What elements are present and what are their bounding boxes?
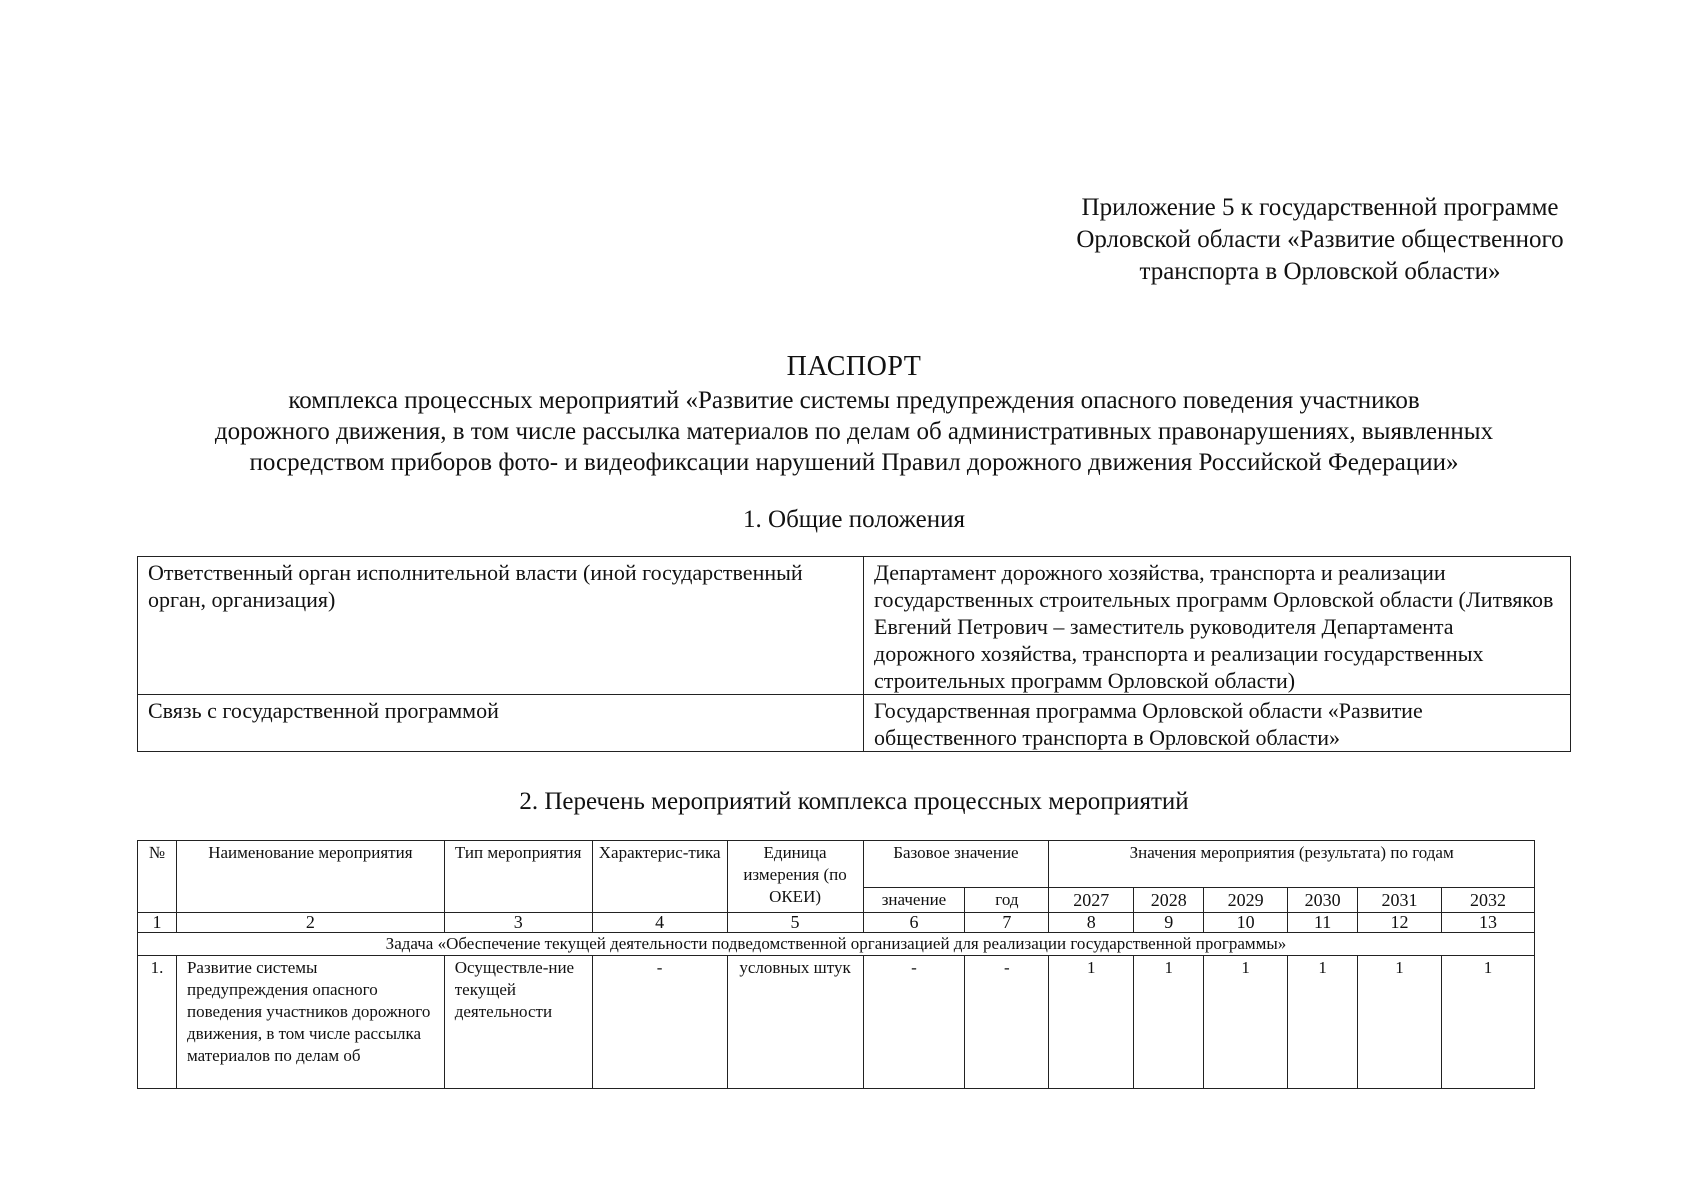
header-row [138, 841, 1535, 888]
column-number: 3 [444, 913, 592, 933]
row-name: Развитие системы предупреждения опасного поведения участников дорожного движения, в том числе рассылка материалов по делам об [176, 956, 444, 1089]
responsible-label: Ответственный орган исполнительной власти (иной государственный орган, организация) [138, 557, 864, 695]
row-num: 1. [138, 956, 177, 1089]
table-row [138, 557, 1571, 695]
col-values-header: Значения мероприятия (результата) по годам [1049, 841, 1535, 888]
column-number: 13 [1442, 913, 1535, 933]
row-type: Осуществле-ние текущей деятельности [444, 956, 592, 1089]
col-unit-header: Единица измерения (по ОКЕИ) [727, 841, 863, 913]
subtitle-line: дорожного движения, в том числе рассылка материалов по делам об административных правонарушениях, выявленных [214, 418, 1494, 445]
col-year-header: 2031 [1358, 888, 1442, 913]
row-year-value: 1 [1204, 956, 1288, 1089]
general-provisions-table [137, 556, 1571, 752]
column-number: 8 [1049, 913, 1134, 933]
subtitle-line: комплекса процессных мероприятий «Развитие системы предупреждения опасного поведения участников [288, 387, 1420, 414]
row-base-year: - [965, 956, 1049, 1089]
column-number: 4 [592, 913, 727, 933]
appendix-line: Приложение 5 к государственной программе [1081, 194, 1559, 221]
col-char-header: Характерис-тика [592, 841, 727, 913]
col-year-header: 2032 [1442, 888, 1535, 913]
row-unit: условных штук [727, 956, 863, 1089]
column-number: 2 [176, 913, 444, 933]
col-num-header: № [138, 841, 177, 913]
column-number: 5 [727, 913, 863, 933]
col-year-header: 2028 [1134, 888, 1204, 913]
section1-title: 1. Общие положения [743, 506, 965, 533]
column-number-row [138, 913, 1535, 933]
row-year-value: 1 [1134, 956, 1204, 1089]
col-name-header: Наименование мероприятия [176, 841, 444, 913]
activities-table [137, 840, 1535, 1089]
col-base-header: Базовое значение [863, 841, 1049, 888]
col-base-year-header: год [965, 888, 1049, 913]
table-row [138, 956, 1535, 1089]
column-number: 10 [1204, 913, 1288, 933]
row-char: - [592, 956, 727, 1089]
subtitle-line: посредством приборов фото- и видеофиксации нарушений Правил дорожного движения Российской Федерации» [249, 449, 1459, 476]
program-link-value: Государственная программа Орловской области «Развитие общественного транспорта в Орловской области» [864, 695, 1571, 752]
passport-subtitle [0, 385, 1708, 478]
col-type-header: Тип мероприятия [444, 841, 592, 913]
col-base-value-header: значение [863, 888, 965, 913]
row-year-value: 1 [1288, 956, 1358, 1089]
column-number: 11 [1288, 913, 1358, 933]
column-number: 12 [1358, 913, 1442, 933]
col-year-header: 2030 [1288, 888, 1358, 913]
column-number: 7 [965, 913, 1049, 933]
col-year-header: 2027 [1049, 888, 1134, 913]
task-title: Задача «Обеспечение текущей деятельности подведомственной организацией для реализации государственной программы» [138, 933, 1535, 956]
appendix-note [1000, 192, 1640, 288]
row-year-value: 1 [1358, 956, 1442, 1089]
table-row [138, 695, 1571, 752]
appendix-line: Орловской области «Развитие общественного [1076, 226, 1564, 253]
column-number: 9 [1134, 913, 1204, 933]
responsible-value: Департамент дорожного хозяйства, транспорта и реализации государственных строительных программ Орловской области (Литвяков Евгений Петрович – заместитель руководителя Департамента дорожного хозяйства, транспорта и реализации государственных строительных программ Орловской области) [864, 557, 1571, 695]
column-number: 1 [138, 913, 177, 933]
appendix-line: транспорта в Орловской области» [1139, 258, 1501, 285]
column-number: 6 [863, 913, 965, 933]
row-year-value: 1 [1049, 956, 1134, 1089]
row-base-value: - [863, 956, 965, 1089]
col-year-header: 2029 [1204, 888, 1288, 913]
passport-title: ПАСПОРТ [786, 351, 922, 382]
row-year-value: 1 [1442, 956, 1535, 1089]
program-link-label: Связь с государственной программой [138, 695, 864, 752]
section2-title: 2. Перечень мероприятий комплекса процессных мероприятий [519, 788, 1189, 815]
task-row [138, 933, 1535, 956]
